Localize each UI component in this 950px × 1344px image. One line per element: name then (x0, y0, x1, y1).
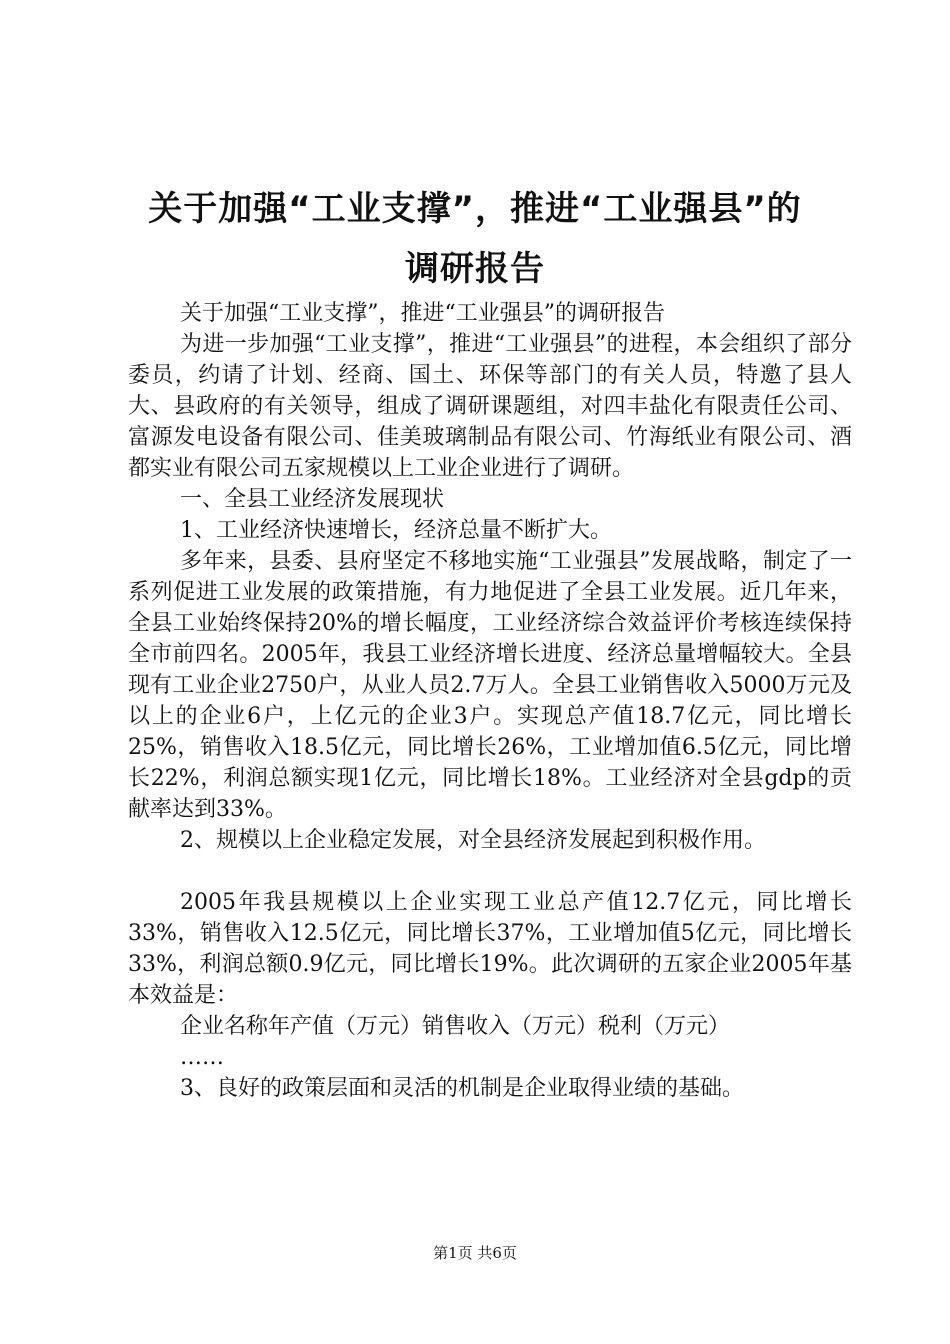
subheading-1: 1、工业经济快速增长，经济总量不断扩大。 (180, 518, 612, 543)
subheading-2: 2、规模以上企业稳定发展，对全县经济发展起到积极作用。 (180, 828, 766, 853)
paragraph-repeat-title: 关于加强“工业支撑”，推进“工业强县”的调研报告 (180, 301, 665, 326)
document-body (128, 298, 852, 1104)
paragraph-intro: 为进一步加强“工业支撑”，推进“工业强县”的进程，本会组织了部分委员，约请了计划、经商、国土、环保等部门的有关人员，特邀了县人大、县政府的有关领导，组成了调研课题组，对四丰盐化有限责任公司、富源发电设备有限公司、佳美玻璃制品有限公司、竹海纸业有限公司、酒都实业有限公司五家规模以上工业企业进行了调研。 (128, 332, 852, 481)
section-heading-current-status: 一、全县工业经济发展现状 (180, 487, 445, 512)
paragraph-large-enterprises: 2005年我县规模以上企业实现工业总产值12.7亿元，同比增长33%，销售收入12.5亿元，同比增长37%，工业增加值5亿元，同比增长33%，利润总额0.9亿元，同比增长19%。此次调研的五家企业2005年基本效益是： (128, 890, 852, 1008)
document-title-line-2: 调研报告 (405, 249, 545, 289)
document-title-line-1: 关于加强“工业支撑”，推进“工业强县”的 (148, 189, 802, 229)
page-footer: 第1页 共6页 (433, 1244, 517, 1262)
paragraph-industrial-growth: 多年来，县委、县府坚定不移地实施“工业强县”发展战略，制定了一系列促进工业发展的政策措施，有力地促进了全县工业发展。近几年来，全县工业始终保持20%的增长幅度，工业经济综合效益评价考核连续保持全市前四名。2005年，我县工业经济增长进度、经济总量增幅较大。全县现有工业企业2750户，从业人员2.7万人。全县工业销售收入5000万元及以上的企业6户，上亿元的企业3户。实现总产值18.7亿元，同比增长25%，销售收入18.5亿元，同比增长26%，工业增加值6.5亿元，同比增长22%，利润总额实现1亿元，同比增长18%。工业经济对全县gdp的贡献率达到33%。 (128, 549, 852, 822)
blank-line (128, 856, 852, 887)
ellipsis-line: …… (180, 1045, 224, 1070)
table-header-line: 企业名称年产值（万元）销售收入（万元）税利（万元） (180, 1014, 731, 1039)
subheading-3: 3、良好的政策层面和灵活的机制是企业取得业绩的基础。 (180, 1076, 744, 1101)
